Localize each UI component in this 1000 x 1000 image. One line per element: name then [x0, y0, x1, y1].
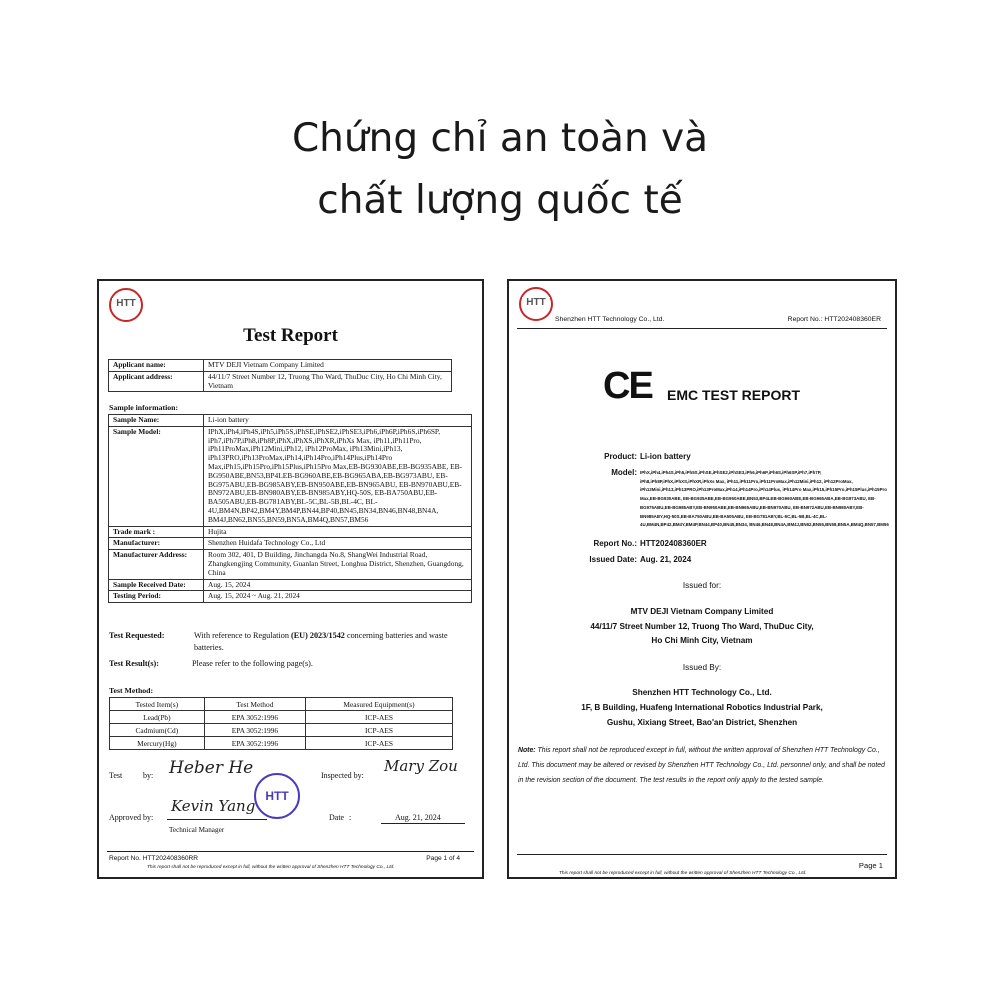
table-row: [110, 711, 453, 724]
report-number: Report No. HTT202408360RR: [109, 855, 199, 862]
emc-report-document: [507, 279, 897, 879]
headline-line-1: Chứng chỉ an toàn và: [291, 116, 709, 161]
method-cell: Mercury(Hg): [110, 737, 205, 750]
test-by-label: Test: [109, 771, 123, 780]
method-cell: EPA 3052:1996: [204, 724, 305, 737]
manufacturer-address-label: Manufacturer Address:: [109, 550, 204, 579]
report-title: Test Report: [243, 325, 338, 346]
sample-name-label: Sample Name:: [109, 415, 204, 427]
footer-note: This report shall not be reproduced except in full, without the written approval of Shenzhen HTT Technology Co., Ltd.: [147, 865, 395, 870]
applicant-name-value: MTV DEJI Vietnam Company Limited: [204, 360, 452, 372]
method-cell: EPA 3052:1996: [204, 737, 305, 750]
emc-title: EMC TEST REPORT: [667, 387, 801, 403]
test-report-document: [97, 279, 484, 879]
page-number: Page 1: [858, 861, 883, 870]
applicant-name-label: Applicant name:: [109, 360, 204, 372]
trademark-value: Hujita: [204, 526, 472, 538]
method-header: Tested Item(s): [110, 698, 205, 711]
received-date-label: Sample Received Date:: [109, 579, 204, 591]
testing-period-label: Testing Period:: [109, 591, 204, 603]
date-value: Aug. 21, 2024: [395, 813, 441, 822]
date-colon: :: [349, 813, 352, 822]
trademark-label: Trade mark :: [109, 526, 204, 538]
test-method-table: [109, 697, 453, 750]
report-no-label: Report No.:: [593, 539, 637, 548]
issued-for-label: Issued for:: [682, 581, 722, 590]
report-note: Note: This report shall not be reproduced except in full, without the written approval of Shenzhen HTT Technology Co., Ltd. This document may be altered or revised by Shenzhen HTT Technology Co., Ltd. personnel only, and shall be noted in the revision section of the document. The test results in the report only apply to the tested sample.: [518, 747, 885, 784]
test-by-label-2: by:: [143, 771, 154, 780]
page-number: Page 1 of 4: [426, 855, 460, 862]
client-address-2: Ho Chi Minh City, Vietnam: [651, 636, 753, 645]
applicant-address-value: 44/11/7 Street Number 12, Truong Tho Ward, ThuDuc City, Ho Chi Minh City, Vietnam: [204, 371, 452, 392]
report-header: Report No.: HTT202408360ER: [787, 316, 881, 323]
method-cell: EPA 3052:1996: [204, 711, 305, 724]
approved-by-label: Approved by:: [109, 813, 154, 822]
issuer-address-2: Gushu, Xixiang Street, Bao'an District, Shenzhen: [606, 718, 798, 727]
htt-logo-icon: HTT: [519, 287, 553, 321]
headline: [0, 108, 1000, 232]
method-cell: Cadmium(Cd): [110, 724, 205, 737]
test-requested-label: Test Requested:: [109, 631, 165, 640]
manufacturer-label: Manufacturer:: [109, 538, 204, 550]
ce-mark-icon: CE: [603, 365, 652, 407]
method-cell: ICP-AES: [306, 724, 453, 737]
product-value: Li-ion battery: [640, 452, 691, 461]
method-cell: ICP-AES: [306, 711, 453, 724]
model-value: IPhX,iPh4,iPh4S,iPh5,iPh5S,iPhSE,iPhSE2,iPhSE3,iPh6,iPh6P,iPh6S,iPh6SP,iPh7,iPh7P, iPh8,iPh8P,iPhX,iPhXS,iPhXR,iPhXs Max, iPh11,iPh11Pro,iPh11ProMax,iPh12Mini,iPh12, iPh12ProMax, iPh13Mini,iPh13,iPh13PRO,iPh13ProMax,iPh14,iPh14Pro,iPh14Plus, iPh14Pro Max,iPh15,iPh15Pro,iPh15Plus,iPh15Pro Max,EB-BG930ABE, EB-BG935ABE,EB-BG950ABE,BN53,BP4LEB-BG960ABE,EB-BG965ABA,EB-BG973ABU, EB-BG975ABU,EB-BG985ABY,EB-BN950ABE,EB-BN965ABU,EB-BN970ABU, EB-BN972ABU,EB-BN980ABY,EB-BN985ABY,HQ-50S,EB-BA750ABU,EB-BA505ABU, EB-BG781ABY,BL-5C,BL-5B,BL-4C,BL-4U,BM4N,BP42,BM4Y,BM4P,BN44,BP40,BN45,BN34, BN46,BN48,BN4A,BM4J,BN62,BN55,BN59,BN5A,BM4Q,BN57,BM56: [640, 470, 889, 528]
manufacturer-value: Shenzhen Huidafa Technology Co., Ltd: [204, 538, 472, 550]
table-row: [110, 737, 453, 750]
client-name: MTV DEJI Vietnam Company Limited: [630, 607, 774, 616]
sample-model-label: Sample Model:: [109, 426, 204, 526]
method-header: Test Method: [204, 698, 305, 711]
method-cell: Lead(Pb): [110, 711, 205, 724]
report-no-value: HTT202408360ER: [640, 539, 707, 548]
testing-period-value: Aug. 15, 2024 ~ Aug. 21, 2024: [204, 591, 472, 603]
applicant-table: [108, 359, 452, 392]
sample-info-heading: Sample information:: [109, 403, 179, 412]
issued-date-label: Issued Date:: [589, 555, 637, 564]
htt-stamp-icon: HTT: [254, 773, 300, 819]
headline-line-2: chất lượng quốc tế: [317, 178, 683, 223]
test-method-heading: Test Method:: [109, 686, 154, 695]
tester-signature: Heber He: [169, 758, 254, 778]
method-header: Measured Equipment(s): [306, 698, 453, 711]
company-header: Shenzhen HTT Technology Co., Ltd.: [555, 316, 665, 323]
sample-name-value: Li-ion battery: [204, 415, 472, 427]
htt-logo-icon: HTT: [109, 288, 143, 322]
inspected-by-label: Inspected by:: [321, 771, 364, 780]
test-results-label: Test Result(s):: [109, 659, 159, 668]
client-address-1: 44/11/7 Street Number 12, Truong Tho Ward, ThuDuc City,: [590, 622, 814, 631]
issuer-address-1: 1F, B Building, Huafeng International Robotics Industrial Park,: [581, 703, 823, 712]
approver-signature: Kevin Yang: [171, 797, 256, 815]
method-cell: ICP-AES: [306, 737, 453, 750]
manufacturer-address-value: Room 302, 401, D Building, Jinchangda No.8, ShangWei Industrial Road, Zhangkengjing Community, Guanlan Street, Longhua District, Shenzhen, Guangdong, China: [204, 550, 472, 579]
test-requested-value: With reference to Regulation (EU) 2023/1542 concerning batteries and waste batteries.: [194, 631, 448, 652]
date-label: Date: [329, 813, 345, 822]
inspector-signature: Mary Zou: [384, 757, 458, 775]
issued-by-label: Issued By:: [682, 663, 722, 672]
applicant-address-label: Applicant address:: [109, 371, 204, 392]
test-results-value: Please refer to the following page(s).: [192, 659, 313, 668]
sample-table: [108, 414, 472, 603]
footer-note: This report shall not be reproduced except in full, without the written approval of Shenzhen HTT Technology Co., Ltd.: [559, 871, 807, 876]
model-label: Model:: [611, 468, 637, 477]
sample-model-value: IPhX,iPh4,iPh4S,iPh5,iPh5S,iPhSE,iPhSE2,iPhSE3,iPh6,iPh6P,iPh6S,iPh6SP, iPh7,iPh7P,iPh8,iPh8P,iPhX,iPhXS,iPhXR,iPhXs Max, iPh11,iPh11Pro, iPh11ProMax,iPh12Mini,iPh12, iPh12ProMax, iPh13Mini,iPh13, iPh13PRO,iPh13ProMax,iPh14,iPh14Pro,iPh14Plus,iPh14Pro Max,iPh15,iPh15Pro,iPh15Plus,iPh15Pro Max,EB-BG930ABE,EB-BG935ABE, EB-BG950ABE,BN53,BP4LEB-BG960ABE,EB-BG965ABA,EB-BG973ABU, EB-BG975ABU,EB-BG985ABY,EB-BN950ABE,EB-BN965ABU, EB-BN970ABU,EB-BN972ABU,EB-BN980ABY,EB-BN985ABY,HQ-50S, EB-BA750ABU,EB-BA505ABU,EB-BG781ABY,BL-5C,BL-5B,BL-4C, BL-4U,BM4N,BP42,BM4Y,BM4P,BN44,BP40,BN45,BN34,BN46,BN48,BN4A, BM4J,BN62,BN55,BN59,BN5A,BM4Q,BN57,BM56: [204, 426, 472, 526]
issuer-name: Shenzhen HTT Technology Co., Ltd.: [632, 688, 772, 697]
issued-date-value: Aug. 21, 2024: [640, 555, 692, 564]
table-row: [110, 724, 453, 737]
product-label: Product:: [604, 452, 637, 461]
received-date-value: Aug. 15, 2024: [204, 579, 472, 591]
approver-title: Technical Manager: [169, 826, 225, 834]
